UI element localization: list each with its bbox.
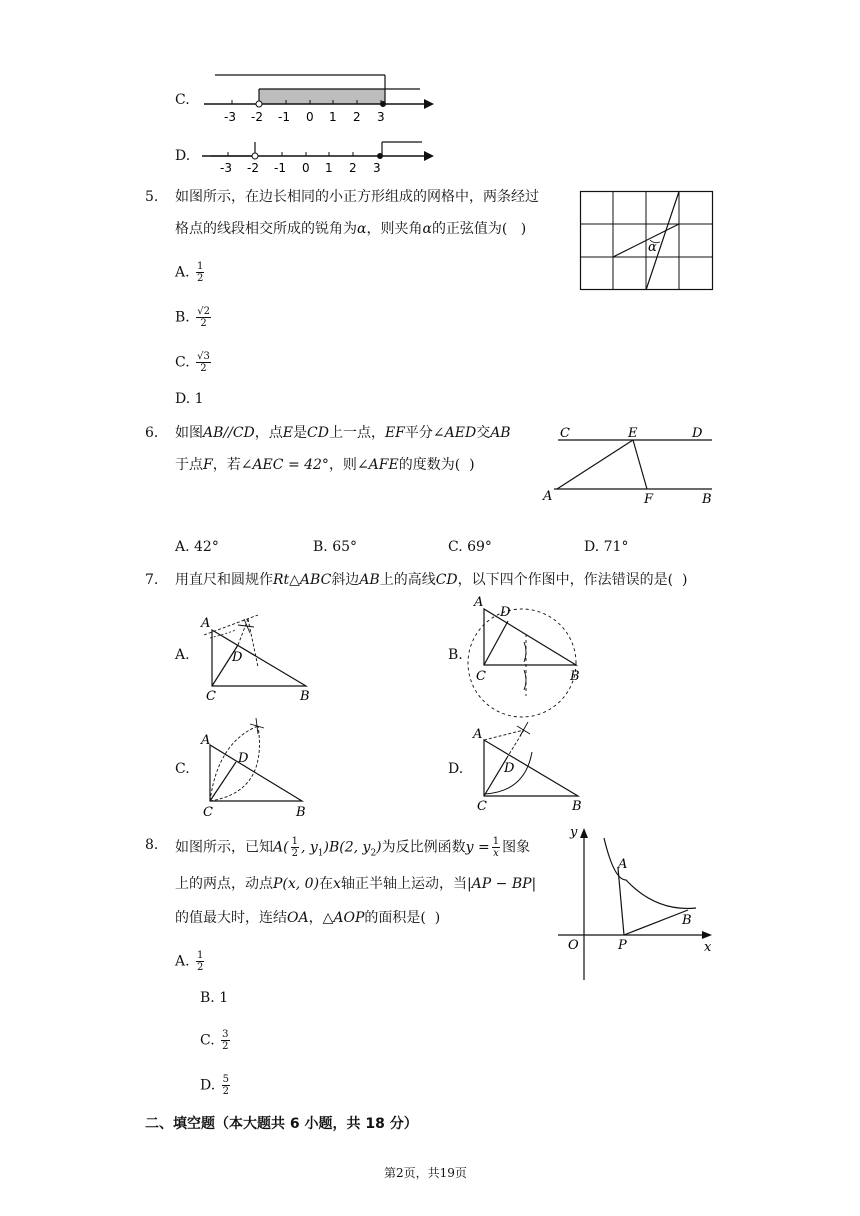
svg-text:D: D <box>504 761 515 776</box>
q8-option-c[interactable]: C. $\frac{3}{2}$ <box>200 1029 229 1052</box>
svg-text:-2: -2 <box>251 110 263 124</box>
q8-option-a[interactable]: A. $\frac{1}{2}$ <box>175 950 204 973</box>
q6-option-d[interactable]: D. 71° <box>584 539 629 555</box>
svg-text:2: 2 <box>349 161 357 175</box>
svg-text:-3: -3 <box>220 161 232 175</box>
svg-text:3: 3 <box>373 161 381 175</box>
q7-option-b-label[interactable]: B. <box>448 647 463 663</box>
svg-text:2: 2 <box>353 110 361 124</box>
svg-text:B: B <box>296 805 306 820</box>
svg-text:B: B <box>300 689 310 704</box>
q6-stem-line1: 如图AB//CD，点E是CD上一点，EF平分∠AED交AB <box>175 425 511 441</box>
q6-option-a[interactable]: A. 42° <box>175 539 219 555</box>
q5-option-d[interactable]: D. 1 <box>175 391 204 407</box>
svg-text:P: P <box>618 938 627 953</box>
q4-option-d-label: D. <box>175 148 191 164</box>
q5-option-a[interactable]: A. $\frac{1}{2}$ <box>175 261 204 284</box>
svg-text:O: O <box>568 938 579 953</box>
q8-stem-line2: 上的两点，动点P(x, 0)在x轴正半轴上运动，当|AP − BP| <box>175 876 537 892</box>
svg-text:B: B <box>682 913 692 928</box>
q6-option-c[interactable]: C. 69° <box>448 539 492 555</box>
svg-text:D: D <box>232 650 243 665</box>
svg-text:B: B <box>572 799 582 814</box>
q4-option-c-number-line <box>200 72 440 128</box>
svg-text:C: C <box>203 805 213 820</box>
q8-option-b[interactable]: B. 1 <box>200 990 229 1006</box>
svg-text:A: A <box>474 595 484 610</box>
q7-option-a-figure <box>198 605 318 705</box>
svg-text:A: A <box>543 489 553 504</box>
svg-text:B: B <box>702 492 712 507</box>
q8-stem-line1: 如图所示，已知A( $\frac{1}{2}$ , $y_1)B(2$, $y_2$)为反比例函数y = $\frac{1}{x}$ 图象 <box>175 836 531 859</box>
q7-option-a-label[interactable]: A. <box>175 647 190 663</box>
q7-option-d-label[interactable]: D. <box>448 761 464 777</box>
svg-text:C: C <box>476 669 486 684</box>
q5-stem-line2: 格点的线段相交所成的锐角为α，则夹角α的正弦值为( ) <box>175 221 527 237</box>
svg-text:D: D <box>500 605 511 620</box>
svg-text:-3: -3 <box>224 110 236 124</box>
svg-text:D: D <box>692 426 703 441</box>
section-fill-in-heading: 二、填空题（本大题共 6 小题，共 18 分） <box>145 1116 418 1132</box>
svg-text:A: A <box>473 727 483 742</box>
svg-text:E: E <box>628 426 638 441</box>
q5-option-c[interactable]: C. $\frac{√3}{2}$ <box>175 351 210 374</box>
svg-text:F: F <box>644 492 654 507</box>
svg-text:D: D <box>238 751 249 766</box>
q7-stem: 用直尺和圆规作Rt△ABC斜边AB上的高线CD，以下四个作图中，作法错误的是( ) <box>175 572 688 588</box>
q4-option-d-number-line <box>200 136 440 176</box>
svg-text:C: C <box>477 799 487 814</box>
q7-option-c-figure <box>198 712 318 820</box>
svg-text:x: x <box>704 940 712 955</box>
svg-text:3: 3 <box>377 110 385 124</box>
q8-hyperbola-figure <box>556 820 726 990</box>
svg-text:A: A <box>201 616 211 631</box>
q6-parallel-lines-figure <box>540 424 720 508</box>
q8-option-d[interactable]: D. $\frac{5}{2}$ <box>200 1074 230 1097</box>
svg-text:1: 1 <box>325 161 333 175</box>
svg-text:A: A <box>618 857 628 872</box>
svg-text:0: 0 <box>306 110 314 124</box>
svg-text:1: 1 <box>329 110 337 124</box>
svg-text:-1: -1 <box>278 110 290 124</box>
q6-number: 6. <box>145 425 159 441</box>
q5-stem-line1: 如图所示，在边长相同的小正方形组成的网格中，两条经过 <box>175 189 539 205</box>
shaded-interval <box>259 89 385 104</box>
svg-text:B: B <box>570 669 580 684</box>
svg-text:C: C <box>560 426 570 441</box>
svg-text:C: C <box>206 689 216 704</box>
q7-option-c-label[interactable]: C. <box>175 761 190 777</box>
q5-option-b[interactable]: B. $\frac{√2}{2}$ <box>175 306 210 329</box>
q8-stem-line3: 的值最大时，连结OA，△AOP的面积是( ) <box>175 910 441 926</box>
q6-option-b[interactable]: B. 65° <box>313 539 358 555</box>
q4-option-c-label: C. <box>175 92 190 108</box>
page-footer: 第2页，共19页 <box>384 1166 467 1180</box>
q5-number: 5. <box>145 189 159 205</box>
q7-option-d-figure <box>470 712 590 820</box>
q7-option-b-figure <box>470 594 590 714</box>
q5-grid-figure <box>580 191 714 291</box>
svg-text:0: 0 <box>302 161 310 175</box>
q6-stem-line2: 于点F，若∠AEC = 42°，则∠AFE的度数为( ) <box>175 457 475 473</box>
svg-text:-1: -1 <box>274 161 286 175</box>
q7-number: 7. <box>145 572 159 588</box>
svg-text:A: A <box>201 733 211 748</box>
q8-number: 8. <box>145 837 159 853</box>
svg-text:y: y <box>570 825 578 840</box>
svg-text:-2: -2 <box>247 161 259 175</box>
svg-text:α: α <box>648 240 657 255</box>
